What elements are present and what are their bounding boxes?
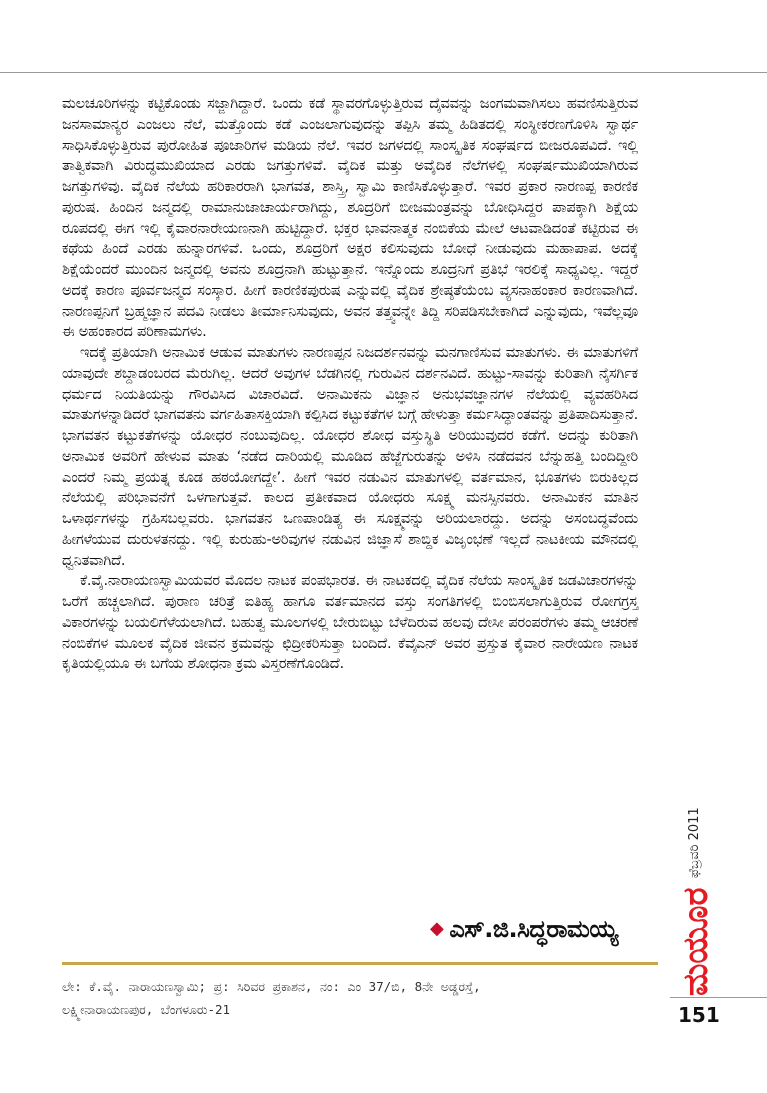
paragraph: ಇದಕ್ಕೆ ಪ್ರತಿಯಾಗಿ ಅನಾಮಿಕ ಆಡುವ ಮಾತುಗಳು ನಾರಣಪ್ಪನ ನಿಜದರ್ಶನವನ್ನು ಮನಗಾಣಿಸುವ ಮಾತುಗಳು. ಈ ಮಾತುಗಳಿಗೆ ಯಾವುದೇ ಶಬ್ದಾಡಂಬರದ ಮೆರುಗಿಲ್ಲ. ಆದರೆ ಅವುಗಳ ಬೆಡಗಿನಲ್ಲಿ ಗುರುವಿನ ದರ್ಶನವಿದೆ. ಹುಟ್ಟು-ಸಾವನ್ನು ಕುರಿತಾಗಿ ನೈಸರ್ಗಿಕ ಧರ್ಮದ ನಿಯತಿಯನ್ನು ಗೌರವಿಸಿದ ವಿಚಾರವಿದೆ. ಅನಾಮಿಕನು ವಿಜ್ಞಾನ ಅನುಭವಜ್ಞಾನಗಳ ನೆಲೆಯಲ್ಲಿ ವ್ಯವಹರಿಸಿದ ಮಾತುಗಳನ್ನಾಡಿದರೆ ಭಾಗವತನು ವರ್ಗಹಿತಾಸಕ್ತಿಯಾಗಿ ಕಲ್ಪಿಸಿದ ಕಟ್ಟುಕತೆಗಳ ಬಗ್ಗೆ ಹೇಳುತ್ತಾ ಕರ್ಮಸಿದ್ಧಾಂತವನ್ನು ಪ್ರತಿಪಾದಿಸುತ್ತಾನೆ. ಭಾಗವತನ ಕಟ್ಟುಕತೆಗಳನ್ನು ಯೋಧರ ನಂಬುವುದಿಲ್ಲ. ಯೋಧರ ಶೋಧ ವಸ್ತುಸ್ಥಿತಿ ಅರಿಯುವುದರ ಕಡೆಗೆ. ಅದನ್ನು ಕುರಿತಾಗಿ ಅನಾಮಿಕ ಅವರಿಗೆ ಹೇಳುವ ಮಾತು ‘ನಡೆದ ದಾರಿಯಲ್ಲಿ ಮೂಡಿದ ಹೆಜ್ಜೆಗುರುತನ್ನು ಅಳಿಸಿ ನಡೆದವನ ಬೆನ್ನುಹತ್ತಿ ಬಂದಿದ್ದೀರಿ ಎಂದರೆ ನಿಮ್ಮ ಪ್ರಯತ್ನ ಕೂಡ ಹಠಯೋಗದ್ದೇ’. ಹೀಗೆ ಇವರ ನಡುವಿನ ಮಾತುಗಳಲ್ಲಿ ವರ್ತಮಾನ, ಭೂತಗಳು ಬಿರುಕಿಲ್ಲದ ನೆಲೆಯಲ್ಲಿ ಪರಿಭಾವನೆಗೆ ಒಳಗಾಗುತ್ತವೆ. ಕಾಲದ ಪ್ರತೀಕವಾದ ಯೋಧರು ಸೂಕ್ಷ್ಮ ಮನಸ್ಸಿನವರು. ಅನಾಮಿಕನ ಮಾತಿನ ಒಳಾರ್ಥಗಳನ್ನು ಗ್ರಹಿಸಬಲ್ಲವರು. ಭಾಗವತನ ಒಣಪಾಂಡಿತ್ಯ ಈ ಸೂಕ್ಷ್ಮವನ್ನು ಅರಿಯಲಾರದ್ದು. ಅದನ್ನು ಅಸಂಬದ್ಧವೆಂದು ಹೀಗಳೆಯುವ ದುರುಳತನದ್ದು. ಇಲ್ಲಿ ಕುರುಹು-ಅರಿವುಗಳ ನಡುವಿನ ಜಿಜ್ಞಾಸೆ ಶಾಬ್ದಿಕ ವಿಜೃಂಭಣೆ ಇಲ್ಲದೆ ನಾಟಕೀಯ ಮೌನದಲ್ಲಿ ಧ್ವನಿತವಾಗಿದೆ. (62, 344, 638, 569)
footnote-line: ಲಕ್ಷ್ಮೀನಾರಾಯಣಪುರ, ಬೆಂಗಳೂರು-21 (62, 1002, 231, 1017)
paragraph: ಮಲಚೂರಿಗಳನ್ನು ಕಟ್ಟಿಕೊಂಡು ಸಜ್ಜಾಗಿದ್ದಾರೆ. ಒಂದು ಕಡೆ ಸ್ಥಾವರಗೊಳ್ಳುತ್ತಿರುವ ದೈವವನ್ನು ಜಂಗಮವಾಗಿಸಲು ಹವಣಿಸುತ್ತಿರುವ ಜನಸಾಮಾನ್ಯರ ಎಂಜಲು ನೆಲೆ, ಮತ್ತೊಂದು ಕಡೆ ಎಂಜಲಾಗುವುದನ್ನು ತಪ್ಪಿಸಿ ತಮ್ಮ ಹಿಡಿತದಲ್ಲಿ ಸಂಸ್ಥೀಕರಣಗೊಳಿಸಿ ಸ್ವಾರ್ಥ ಸಾಧಿಸಿಕೊಳ್ಳುತ್ತಿರುವ ಪುರೋಹಿತ ಪೂಜಾರಿಗಳ ಮಡಿಯ ನೆಲೆ. ಇವರ ಜಗಳದಲ್ಲಿ ಸಾಂಸ್ಕೃತಿಕ ಸಂಘರ್ಷದ ಬೀಜರೂಪವಿದೆ. ಇಲ್ಲಿ ತಾತ್ವಿಕವಾಗಿ ವಿರುದ್ಧಮುಖಿಯಾದ ಎರಡು ಜಗತ್ತುಗಳಿವೆ. ವೈದಿಕ ಮತ್ತು ಅವೈದಿಕ ನೆಲೆಗಳಲ್ಲಿ ಸಂಘರ್ಷಮುಖಿಯಾಗಿರುವ ಜಗತ್ತುಗಳಿವು. ವೈದಿಕ ನೆಲೆಯ ಹರಿಕಾರರಾಗಿ ಭಾಗವತ, ಶಾಸ್ತ್ರಿ, ಸ್ವಾಮಿ ಕಾಣಿಸಿಕೊಳ್ಳುತ್ತಾರೆ. ಇವರ ಪ್ರಕಾರ ನಾರಣಪ್ಪ ಕಾರಣಿಕ ಪುರುಷ. ಹಿಂದಿನ ಜನ್ಮದಲ್ಲಿ ರಾಮಾನುಜಾಚಾರ್ಯರಾಗಿದ್ದು, ಶೂದ್ರರಿಗೆ ಬೀಜಮಂತ್ರವನ್ನು ಬೋಧಿಸಿದ್ದರ ಪಾಪಕ್ಕಾಗಿ ಶಿಕ್ಷೆಯ ರೂಪದಲ್ಲಿ ಈಗ ಇಲ್ಲಿ ಕೈವಾರನಾರೇಯಣನಾಗಿ ಹುಟ್ಟಿದ್ದಾರೆ. ಭಕ್ತರ ಭಾವನಾತ್ಮಕ ನಂಬಿಕೆಯ ಮೇಲೆ ಆಟವಾಡಿದಂತೆ ಕಟ್ಟಿರುವ ಈ ಕಥೆಯ ಹಿಂದೆ ಎರಡು ಹುನ್ನಾರಗಳಿವೆ. ಒಂದು, ಶೂದ್ರರಿಗೆ ಅಕ್ಷರ ಕಲಿಸುವುದು ಬೋಧೆ ನೀಡುವುದು ಮಹಾಪಾಪ. ಅದಕ್ಕೆ ಶಿಕ್ಷೆಯೆಂದರೆ ಮುಂದಿನ ಜನ್ಮದಲ್ಲಿ ಅವನು ಶೂದ್ರನಾಗಿ ಹುಟ್ಟುತ್ತಾನೆ. ಇನ್ನೊಂದು ಶೂದ್ರನಿಗೆ ಪ್ರತಿಭೆ ಇರಲಿಕ್ಕೆ ಸಾಧ್ಯವಿಲ್ಲ. ಇದ್ದರೆ ಅದಕ್ಕೆ ಕಾರಣ ಪೂರ್ವಜನ್ಮದ ಸಂಸ್ಕಾರ. ಹೀಗೆ ಕಾರಣಿಕಪುರುಷ ಎನ್ನುವಲ್ಲಿ ವೈದಿಕ ಶ್ರೇಷ್ಠತೆಯೆಂಬ ವ್ಯಸನಾಹಂಕಾರ ಕಾರಣವಾಗಿದೆ. ನಾರಣಪ್ಪನಿಗೆ ಬ್ರಹ್ಮಜ್ಞಾನ ಪದವಿ ನೀಡಲು ತೀರ್ಮಾನಿಸುವುದು, ಅವನ ತತ್ತ್ವವನ್ನೇ ತಿದ್ದಿ ಸರಿಪಡಿಸಬೇಕಾಗಿದೆ ಎನ್ನುವುದು, ಇವೆಲ್ಲವೂ ಈ ಅಹಂಕಾರದ ಪರಿಣಾಮಗಳು. (62, 95, 638, 341)
issue-date (680, 758, 710, 878)
article-body (62, 94, 638, 675)
footnote-line: ಲೇ: ಕೆ.ವೈ. ನಾರಾಯಣಸ್ವಾಮಿ; ಪ್ರ: ಸಿರಿವರ ಪ್ರಕಾಶನ, ನಂ: ಎಂ 37/ಬಿ, 8ನೇ ಅಡ್ಡರಸ್ತೆ, (62, 979, 481, 994)
page-number: 151 (678, 1003, 720, 1027)
header-rule (0, 72, 767, 73)
page-number-rule (670, 997, 767, 998)
book-details-footnote (62, 975, 652, 1021)
issue-date-text: ಫೆಬ್ರವರಿ 2011 (687, 807, 702, 878)
footnote-divider (62, 962, 658, 965)
author-byline (430, 915, 655, 943)
paragraph: ಕೆ.ವೈ.ನಾರಾಯಣಸ್ವಾಮಿಯವರ ಮೊದಲ ನಾಟಕ ಪಂಪಭಾರತ. ಈ ನಾಟಕದಲ್ಲಿ ವೈದಿಕ ನೆಲೆಯ ಸಾಂಸ್ಕೃತಿಕ ಜಡವಿಚಾರಗಳನ್ನು ಒರೆಗೆ ಹಚ್ಚಲಾಗಿದೆ. ಪುರಾಣ ಚರಿತ್ರೆ ಐತಿಹ್ಯ ಹಾಗೂ ವರ್ತಮಾನದ ವಸ್ತು ಸಂಗತಿಗಳಲ್ಲಿ ಬಿಂಬಿಸಲಾಗುತ್ತಿರುವ ರೋಗಗ್ರಸ್ತ ವಿಕಾರಗಳನ್ನು ಬಯಲಿಗೆಳೆಯಲಾಗಿದೆ. ಬಹುತ್ವ ಮೂಲಗಳಲ್ಲಿ ಬೇರುಬಿಟ್ಟು ಬೆಳೆದಿರುವ ಹಲವು ದೇಸೀ ಪರಂಪರೆಗಳು ತಮ್ಮ ಆಚರಣೆ ನಂಬಿಕೆಗಳ ಮೂಲಕ ವೈದಿಕ ಜೀವನ ಕ್ರಮವನ್ನು ಛಿದ್ರೀಕರಿಸುತ್ತಾ ಬಂದಿದೆ. ಕೆವೈಎನ್ ಅವರ ಪ್ರಸ್ತುತ ಕೈವಾರ ನಾರೇಯಣ ನಾಟಕ ಕೃತಿಯಲ್ಲಿಯೂ ಈ ಬಗೆಯ ಶೋಧನಾ ಕ್ರಮ ವಿಸ್ತರಣೆಗೊಂಡಿದೆ. (62, 572, 638, 673)
magazine-name: ಮಯೂರ (676, 887, 716, 996)
author-name: ಎಸ್.ಜಿ.ಸಿದ್ಧರಾಮಯ್ಯ (449, 915, 618, 943)
magazine-logo (676, 886, 716, 996)
diamond-bullet-icon: ◆ (430, 918, 444, 939)
